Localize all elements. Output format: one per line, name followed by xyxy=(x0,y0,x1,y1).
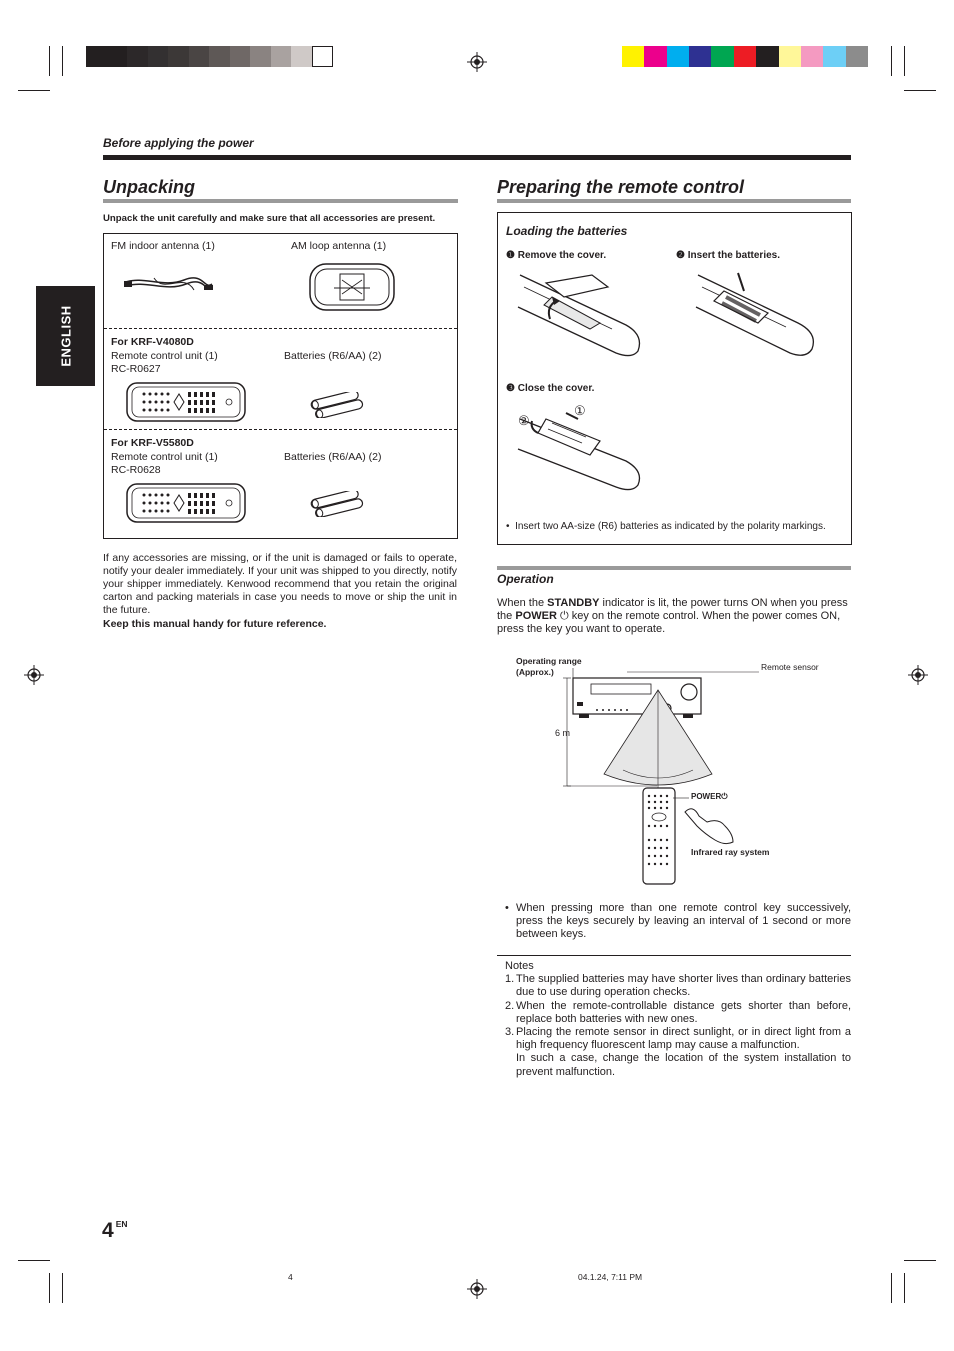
grayscale-swatch xyxy=(127,46,148,67)
model1-remote-code: RC-R0627 xyxy=(111,363,161,375)
grayscale-swatch xyxy=(168,46,189,67)
note-text: When the remote-controllable distance gets shorter than before, replace both batteries with new ones. xyxy=(516,999,851,1025)
accessories-box xyxy=(103,233,458,539)
note-item xyxy=(505,1026,851,1052)
notes-title: Notes xyxy=(505,960,534,972)
model1-heading: For KRF-V4080D xyxy=(111,336,194,348)
power-symbol-icon: ⏻ xyxy=(559,610,569,623)
step1-number: ❶ xyxy=(506,250,515,261)
note-item xyxy=(505,973,851,999)
registration-mark-icon xyxy=(467,52,487,72)
fm-antenna-icon xyxy=(124,270,214,298)
crop-mark xyxy=(49,1273,50,1303)
model2-heading: For KRF-V5580D xyxy=(111,437,194,449)
step3-label: ❸ Close the cover. xyxy=(506,383,595,394)
crop-mark xyxy=(904,1260,936,1261)
bullet-note: • When pressing more than one remote control key successively, press the keys securely by leaving an interval of 1 second or more between keys. xyxy=(505,902,851,941)
unpacking-intro: Unpack the unit carefully and make sure that all accessories are present. xyxy=(103,213,436,224)
operation-title: Operation xyxy=(497,572,554,586)
crop-mark xyxy=(891,1273,892,1303)
crop-mark xyxy=(18,1260,50,1261)
color-swatch xyxy=(644,46,667,67)
crop-mark xyxy=(904,90,936,91)
operating-range-diagram xyxy=(497,650,851,890)
remote-control-icon xyxy=(126,483,246,523)
keep-manual-text: Keep this manual handy for future reference. xyxy=(103,618,327,630)
note-number: 2. xyxy=(505,999,515,1012)
note3-extra: In such a case, change the location of the system installation to prevent malfunction. xyxy=(516,1052,851,1078)
language-tab-label: ENGLISH xyxy=(58,305,74,367)
registration-mark-icon xyxy=(24,665,44,685)
grayscale-swatch xyxy=(291,46,312,67)
loading-batteries-title: Loading the batteries xyxy=(506,224,628,238)
grayscale-calibration-bar xyxy=(86,46,332,67)
registration-mark-icon xyxy=(467,1279,487,1299)
crop-mark xyxy=(891,46,892,76)
range-diagram-drawing xyxy=(497,650,851,890)
insert-batteries-illustration xyxy=(694,267,822,363)
color-swatch xyxy=(756,46,779,67)
callout-1: ① xyxy=(574,403,586,418)
note-number: 3. xyxy=(505,1026,515,1039)
model2-batteries: Batteries (R6/AA) (2) xyxy=(284,451,382,463)
crop-mark xyxy=(49,46,50,76)
am-antenna-label: AM loop antenna (1) xyxy=(291,240,387,252)
registration-mark-icon xyxy=(908,665,928,685)
remote-title: Preparing the remote control xyxy=(497,177,745,197)
divider xyxy=(104,429,457,430)
notes-rule xyxy=(497,955,851,956)
grayscale-swatch xyxy=(189,46,210,67)
operation-rule xyxy=(497,566,851,570)
batteries-icon xyxy=(308,491,366,517)
operation-text: When the STANDBY indicator is lit, the power turns ON when you press the POWER ⏻ key on the remote control. When the power comes ON, press the key you want to operate. xyxy=(497,597,848,636)
note-text: The supplied batteries may have shorter lives than ordinary batteries due to use during operation checks. xyxy=(516,973,851,999)
note-number: 1. xyxy=(505,973,515,986)
grayscale-swatch xyxy=(86,46,107,67)
step1-label: ❶ Remove the cover. xyxy=(506,250,607,261)
missing-accessories-text: If any accessories are missing, or if the unit is damaged or fails to operate, notify your dealer immediately. If your unit was shipped to you directly, notify your shipper immediately. Kenwood recommend that you retain the original carton and packing materials in case you needs to move or ship the unit in the future. xyxy=(103,552,457,616)
note-item xyxy=(505,1000,851,1026)
crop-mark xyxy=(62,1273,63,1303)
color-swatch xyxy=(801,46,824,67)
step3-number: ❸ xyxy=(506,383,515,394)
grayscale-swatch xyxy=(107,46,128,67)
fm-antenna-label: FM indoor antenna (1) xyxy=(111,240,215,252)
print-page-number: 4 xyxy=(288,1272,293,1282)
color-swatch xyxy=(779,46,802,67)
distance-label: 6 m xyxy=(555,728,571,738)
color-swatch xyxy=(734,46,757,67)
crop-mark xyxy=(904,46,905,76)
grayscale-swatch xyxy=(230,46,251,67)
note-text: Placing the remote sensor in direct sunlight, or in direct light from a high frequency fluorescent lamp may cause a malfunction. xyxy=(516,1026,851,1052)
crop-mark xyxy=(62,46,63,76)
grayscale-swatch xyxy=(148,46,169,67)
color-swatch xyxy=(846,46,869,67)
insert-note: • Insert two AA-size (R6) batteries as indicated by the polarity markings. xyxy=(506,521,826,532)
infrared-label: Infrared ray system xyxy=(691,847,770,857)
model1-remote: Remote control unit (1) xyxy=(111,350,218,362)
crop-mark xyxy=(18,90,50,91)
operating-range-label: Operating range (Approx.) xyxy=(516,656,582,677)
language-tab xyxy=(36,286,95,386)
callout-2: ② xyxy=(518,413,530,428)
color-swatch xyxy=(689,46,712,67)
page-number: 4 $^{EN}$ xyxy=(102,1219,128,1242)
section-header: Before applying the power xyxy=(103,136,254,150)
color-swatch xyxy=(667,46,690,67)
title-rule xyxy=(497,199,851,203)
color-calibration-bar xyxy=(622,46,868,67)
power-label: POWER⏻ xyxy=(691,792,728,801)
battery-loading-box xyxy=(497,212,852,545)
model2-remote: Remote control unit (1) xyxy=(111,451,218,463)
model1-batteries: Batteries (R6/AA) (2) xyxy=(284,350,382,362)
grayscale-swatch xyxy=(312,46,333,67)
grayscale-swatch xyxy=(271,46,292,67)
page-number-suffix: EN xyxy=(115,1219,128,1229)
remote-sensor-label: Remote sensor xyxy=(761,662,819,672)
print-timestamp: 04.1.24, 7:11 PM xyxy=(578,1272,643,1282)
crop-mark xyxy=(904,1273,905,1303)
divider xyxy=(104,328,457,329)
step2-label: ❷ Insert the batteries. xyxy=(676,250,781,261)
color-swatch xyxy=(622,46,645,67)
am-loop-antenna-icon xyxy=(304,260,400,316)
grayscale-swatch xyxy=(209,46,230,67)
notes xyxy=(505,960,851,1079)
model2-remote-code: RC-R0628 xyxy=(111,464,161,476)
step2-number: ❷ xyxy=(676,250,685,261)
remove-cover-illustration xyxy=(516,267,650,363)
remote-control-icon xyxy=(126,382,246,422)
color-swatch xyxy=(711,46,734,67)
batteries-icon xyxy=(308,392,366,418)
header-rule xyxy=(103,155,851,160)
color-swatch xyxy=(823,46,846,67)
unpacking-title: Unpacking xyxy=(103,177,196,197)
title-rule xyxy=(103,199,458,203)
grayscale-swatch xyxy=(250,46,271,67)
